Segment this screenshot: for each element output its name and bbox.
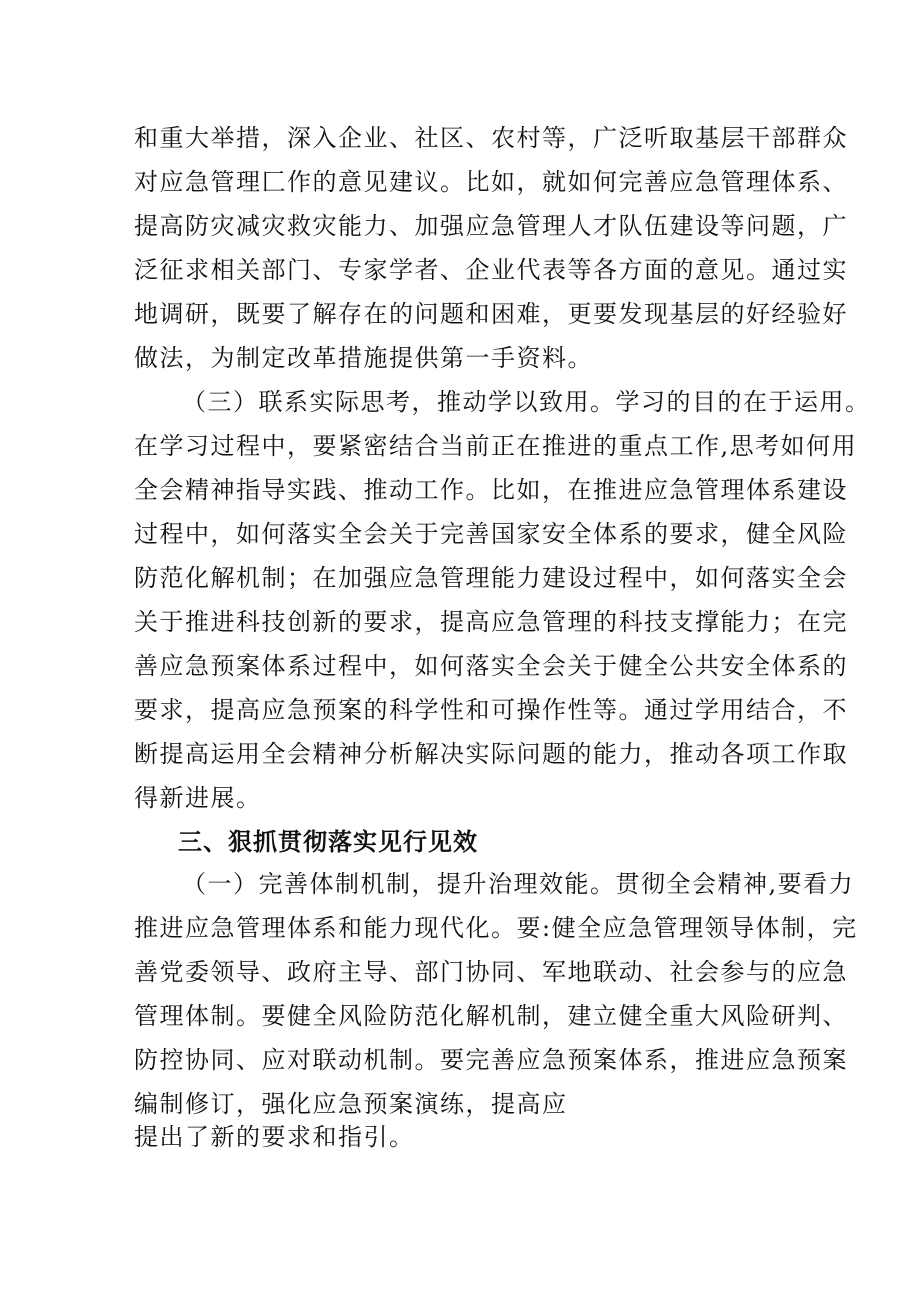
section-heading: 三、狠抓贯彻落实见行见效	[178, 828, 478, 856]
body-text-line: 做法，为制定改革措施提供第一手资料。	[134, 344, 593, 372]
body-text-line: 对应急管理匚作的意见建议。比如，就如何完善应急管理体系、	[134, 168, 848, 196]
body-text-line: 防控协同、应对联动机制。要完善应急预案体系，推进应急预案	[134, 1046, 848, 1074]
body-text-line: 在学习过程中，要紧密结合当前正在推进的重点工作,思考如何用	[134, 432, 858, 460]
body-text-line: 编制修订，强化应急预案演练，提高应	[134, 1090, 568, 1118]
body-text-line: 善应急预案体系过程中，如何落实全会关于健全公共安全体系的	[134, 652, 848, 680]
body-text-line: 要求，提高应急预案的科学性和可操作性等。通过学用结合，不	[134, 696, 848, 724]
body-text-line: 管理体制。要健全风险防范化解机制，建立健全重大风险研判、	[134, 1002, 848, 1030]
body-text-line: 推进应急管理体系和能力现代化。要:健全应急管理领导体制，完	[134, 914, 858, 942]
body-text-line: 善党委领导、政府主导、部门协同、军地联动、社会参与的应急	[134, 958, 848, 986]
body-text-line: 过程中，如何落实全会关于完善国家安全体系的要求，健全风险	[134, 520, 848, 548]
body-text-line: 泛征求相关部门、专家学者、企业代表等各方面的意见。通过实	[134, 256, 848, 284]
body-text-line: 地调研，既要了解存在的问题和困难，更要发现基层的好经验好	[134, 300, 848, 328]
section-paragraph-start: （一）完善体制机制，提升治理效能。贯彻全会精神,要看力	[182, 870, 855, 898]
body-text-line: 得新进展。	[134, 784, 262, 812]
body-text-line: 和重大举措，深入企业、社区、农村等，广泛听取基层干部群众	[134, 124, 848, 152]
body-text-line: 全会精神指导实践、推动工作。比如，在推进应急管理体系建设	[134, 476, 848, 504]
section-paragraph-start: （三）联系实际思考，推动学以致用。学习的目的在于运用。	[182, 388, 871, 416]
body-text-line: 提出了新的要求和指引。	[134, 1123, 415, 1151]
body-text-line: 防范化解机制；在加强应急管理能力建设过程中，如何落实全会	[134, 564, 848, 592]
body-text-line: 关于推进科技创新的要求，提高应急管理的科技支撑能力；在完	[134, 608, 848, 636]
body-text-line: 断提高运用全会精神分析解决实际问题的能力，推动各项工作取	[134, 740, 848, 768]
body-text-line: 提高防灾减灾救灾能力、加强应急管理人才队伍建设等问题，广	[134, 212, 848, 240]
